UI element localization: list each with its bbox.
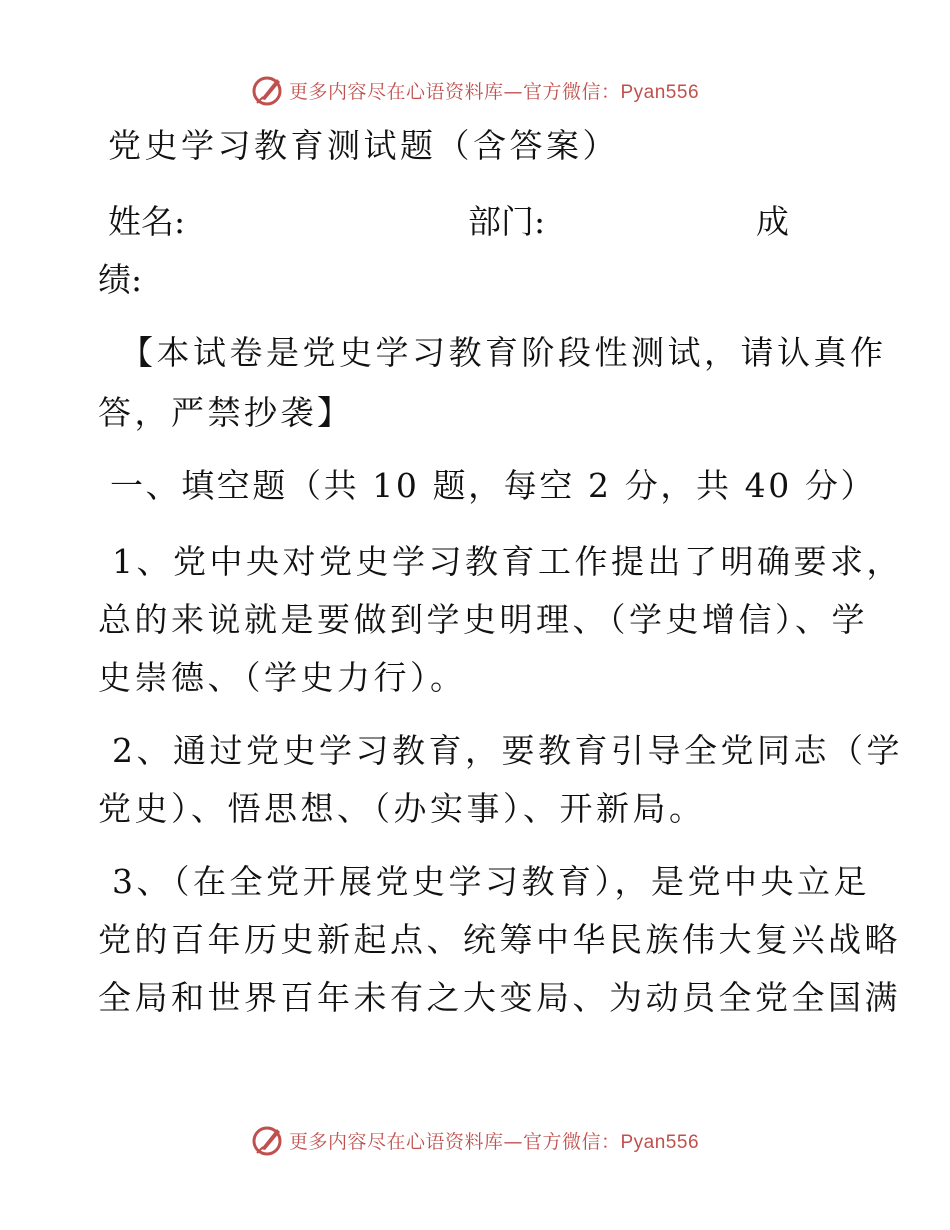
quill-logo-icon xyxy=(251,73,285,107)
banner-text: 更多内容尽在心语资料库—官方微信：Pyan556 xyxy=(288,80,700,103)
q3-line-1: 3、（在全党开展党史学习教育），是党中央立足 xyxy=(112,862,870,901)
banner-wechat-id: Pyan556 xyxy=(620,1131,700,1153)
name-field-label: 姓名: xyxy=(108,202,186,241)
quill-logo-icon xyxy=(251,1123,285,1157)
q1-line-3: 史崇德、（学史力行）。 xyxy=(98,658,467,697)
q2-line-1: 2、通过党史学习教育，要教育引导全党同志（学 xyxy=(112,731,903,770)
section-heading-fill-in: 一、填空题（共 10 题，每空 2 分，共 40 分） xyxy=(110,466,877,505)
q1-line-1: 1、党中央对党史学习教育工作提出了明确要求， xyxy=(112,542,903,581)
notice-line-1: 【本试卷是党史学习教育阶段性测试，请认真作 xyxy=(120,333,887,372)
banner-text: 更多内容尽在心语资料库—官方微信：Pyan556 xyxy=(288,1130,700,1153)
document-title: 党史学习教育测试题（含答案） xyxy=(108,126,619,165)
q3-line-3: 全局和世界百年未有之大变局、为动员全党全国满 xyxy=(98,978,901,1017)
banner-wechat-id: Pyan556 xyxy=(620,81,700,103)
department-field-label: 部门: xyxy=(468,202,546,241)
footer-banner xyxy=(0,1120,950,1160)
notice-line-2: 答，严禁抄袭】 xyxy=(98,393,354,432)
header-banner xyxy=(0,70,950,110)
q3-line-2: 党的百年历史新起点、统筹中华民族伟大复兴战略 xyxy=(98,920,901,959)
q2-line-2: 党史）、悟思想、（办实事）、开新局。 xyxy=(98,789,706,828)
q1-line-2: 总的来说就是要做到学史明理、（学史增信）、学 xyxy=(98,600,868,639)
score-field-label-part2: 绩: xyxy=(98,260,143,299)
score-field-label-part1: 成 xyxy=(756,202,789,241)
